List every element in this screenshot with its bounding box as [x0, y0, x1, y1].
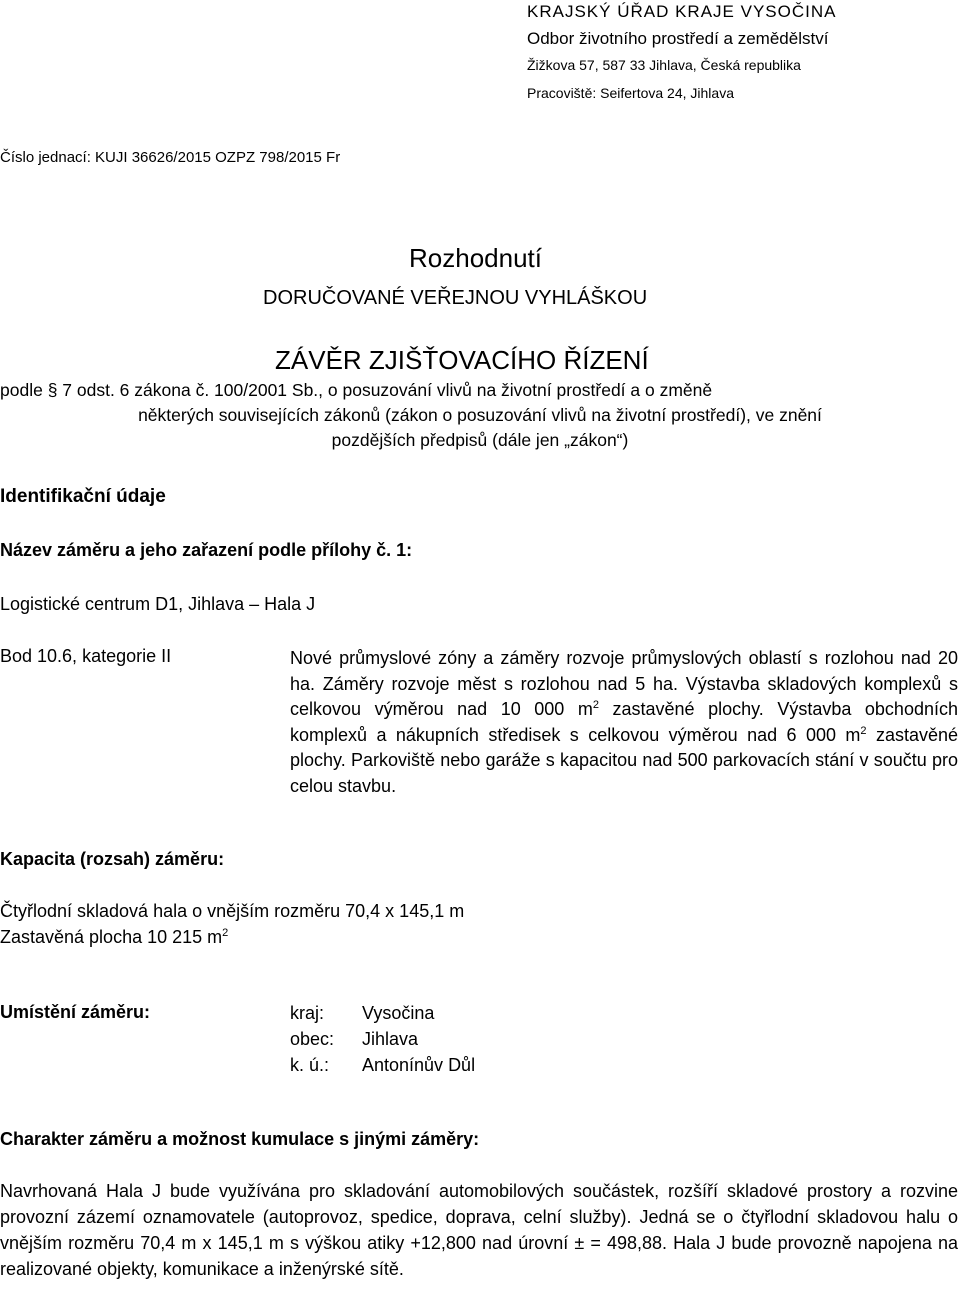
delivery-title: DORUČOVANÉ VEŘEJNOU VYHLÁŠKOU	[263, 287, 648, 309]
legal-prefix: podle	[0, 380, 48, 400]
project-name: Logistické centrum D1, Jihlava – Hala J	[0, 594, 316, 614]
location-value: Jihlava	[362, 1029, 419, 1049]
location-table	[290, 1000, 475, 1078]
name-heading: Název záměru a jeho zařazení podle přílohy č. 1:	[0, 540, 413, 560]
location-value: Vysočina	[362, 1003, 435, 1023]
identification-heading: Identifikační údaje	[0, 486, 166, 507]
location-key: obec:	[290, 1029, 335, 1049]
capacity-heading: Kapacita (rozsah) záměru:	[0, 849, 225, 869]
authority-address: Žižkova 57, 587 33 Jihlava, Česká republika	[527, 57, 801, 73]
department-name: Odbor životního prostředí a zemědělství	[527, 29, 829, 48]
description-part1: Nové průmyslové zóny a záměry rozvoje průmyslových oblastí s rozlohou nad 20 ha. Záměry rozvoje měst s rozlohou nad 5 ha. Výstavba skladových komplexů s celkovou výměrou nad 10 000 m	[290, 648, 958, 719]
workplace-address: Pracoviště: Seifertova 24, Jihlava	[527, 85, 734, 101]
description-sup1: 2	[592, 699, 599, 711]
description-part3: zastavěné plochy. Parkoviště nebo garáže s kapacitou nad 500 parkovacích stání v součtu pro celou stavbu.	[290, 724, 958, 796]
legal-basis-line3: pozdějších předpisů (dále jen „zákon“)	[331, 430, 629, 450]
character-text: Navrhovaná Hala J bude využívána pro skladování automobilových součástek, rozšíří skladové prostory a rozvine provozní zázemí oznamovatele (autoprovoz, spedice, doprava, celní služby). Jedná se o čtyřlodní skladovou halu o vnějším rozměru 70,4 m x 145,1 m s výškou atiky +12,800 nad úrovní ± = 498,88. Hala J bude provozně napojena na realizované objekty, komunikace a inženýrské sítě.	[0, 1181, 958, 1279]
reference-number: Číslo jednací: KUJI 36626/2015 OZPZ 798/2015 Fr	[0, 149, 341, 166]
conclusion-title: ZÁVĚR ZJIŠŤOVACÍHO ŘÍZENÍ	[275, 345, 649, 375]
character-heading: Charakter záměru a možnost kumulace s jinými záměry:	[0, 1129, 480, 1149]
location-row	[290, 1026, 475, 1052]
location-key: kraj:	[290, 1003, 325, 1023]
legal-line1-rest: 7 odst. 6 zákona č. 100/2001 Sb., o posuzování vlivů na životní prostředí a o změně	[57, 380, 713, 400]
location-row	[290, 1000, 475, 1026]
location-row	[290, 1052, 475, 1078]
description-part2: zastavěné plochy. Výstavba obchodních komplexů a nákupních středisek s celkovou výměrou nad 6 000 m	[290, 699, 958, 745]
legal-basis	[0, 378, 960, 453]
category-description	[290, 646, 958, 799]
location-value: Antonínův Důl	[362, 1055, 476, 1075]
description-sup2: 2	[860, 724, 867, 737]
capacity-sup: 2	[222, 927, 229, 939]
legal-basis-line1	[0, 378, 960, 403]
legal-basis-line2: některých souvisejících zákonů (zákon o posuzování vlivů na životní prostředí), ve znění	[138, 405, 822, 425]
capacity-area: Zastavěná plocha 10 215 m	[0, 927, 223, 947]
section-sign: §	[47, 380, 58, 400]
location-heading: Umístění záměru:	[0, 1002, 151, 1022]
capacity-line2	[0, 927, 228, 948]
category-label: Bod 10.6, kategorie II	[0, 646, 172, 666]
capacity-line1: Čtyřlodní skladová hala o vnějším rozměru 70,4 x 145,1 m	[0, 901, 465, 921]
authority-name: KRAJSKÝ ÚŘAD KRAJE VYSOČINA	[527, 2, 837, 21]
decision-title: Rozhodnutí	[409, 243, 542, 273]
location-key: k. ú.:	[290, 1055, 330, 1075]
